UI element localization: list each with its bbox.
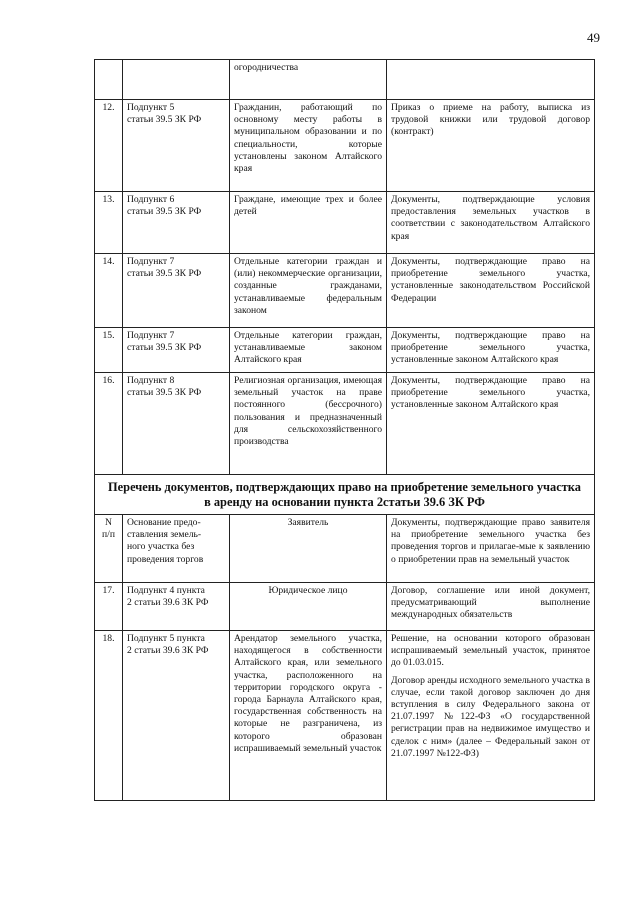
table-row <box>95 373 595 475</box>
row-number: 16. <box>95 373 123 475</box>
basis-cell: Подпункт 6 статьи 39.5 ЗК РФ <box>123 192 230 254</box>
applicant-cell: Граждане, имеющие трех и более детей <box>230 192 387 254</box>
table-row <box>95 254 595 328</box>
row-number: 18. <box>95 631 123 801</box>
row-number: 17. <box>95 583 123 631</box>
applicant-cell: огородничества <box>230 60 387 100</box>
table-row <box>95 583 595 631</box>
documents-cell: Документы, подтверждающие условия предоставления земельных участков в соответствии с законодательством Алтайского края <box>387 192 595 254</box>
section-heading: Перечень документов, подтверждающих право на приобретение земельного участка в аренду на основании пункта 2статьи 39.6 ЗК РФ <box>95 475 595 515</box>
basis-cell: Подпункт 5 пункта 2 статьи 39.6 ЗК РФ <box>123 631 230 801</box>
documents-table <box>94 59 595 801</box>
docs-paragraph: Договор аренды исходного земельного участка в случае, если такой договор заключен до дня вступления в силу Федерального закона от 21.07.1997 №122-ФЗ «О государственной регистрации прав на недвижимое имущество и сделок с ним» (далее – Федеральный закон от 21.07.1997 №122-ФЗ) <box>391 674 590 759</box>
documents-cell: Документы, подтверждающие право на приобретение земельного участка, установленные законом Алтайского края <box>387 373 595 475</box>
row-number <box>95 60 123 100</box>
basis-cell: Подпункт 7 статьи 39.5 ЗК РФ <box>123 328 230 373</box>
applicant-cell: Заявитель <box>230 515 387 583</box>
basis-cell <box>123 60 230 100</box>
row-number: 13. <box>95 192 123 254</box>
page-number: 49 <box>587 30 600 45</box>
table-row <box>95 192 595 254</box>
basis-cell: Подпункт 4 пункта 2 статьи 39.6 ЗК РФ <box>123 583 230 631</box>
basis-cell: Подпункт 7 статьи 39.5 ЗК РФ <box>123 254 230 328</box>
basis-cell: Подпункт 8 статьи 39.5 ЗК РФ <box>123 373 230 475</box>
applicant-cell: Религиозная организация, имеющая земельный участок на праве постоянного (бессрочного) пользования и предназначенный для сельскохозяйственного производства <box>230 373 387 475</box>
table-body <box>95 60 595 801</box>
documents-cell <box>387 60 595 100</box>
table-row <box>95 100 595 192</box>
docs-paragraph: Договор, соглашение или иной документ, предусматривающий выполнение международных обязательств <box>391 585 590 621</box>
table-row <box>95 328 595 373</box>
row-number: N п/п <box>95 515 123 583</box>
documents-cell: Документы, подтверждающие право на приобретение земельного участка, установленные законом Алтайского края <box>387 328 595 373</box>
docs-paragraph: Решение, на основании которого образован испрашиваемый земельный участок, принятое до 01.03.015. <box>391 633 590 669</box>
documents-cell: Документы, подтверждающие право заявителя на приобретение земельного участка без проведения торгов и прилагае-мые к заявлению о приобретении прав на земельный участок <box>387 515 595 583</box>
applicant-cell: Отдельные категории граждан и (или) некоммерческие организации, созданные гражданами, устанавливаемые федеральным законом <box>230 254 387 328</box>
table-row <box>95 60 595 100</box>
basis-cell: Основание предо- ставления земель- ного участка без проведения торгов <box>123 515 230 583</box>
applicant-cell: Гражданин, работающий по основному месту работы в муниципальном образовании и по специальности, которые установлены законом Алтайского края <box>230 100 387 192</box>
documents-cell: Приказ о приеме на работу, выписка из трудовой книжки или трудовой договор (контракт) <box>387 100 595 192</box>
row-number: 15. <box>95 328 123 373</box>
row-number: 12. <box>95 100 123 192</box>
section-heading-row <box>95 475 595 515</box>
row-number: 14. <box>95 254 123 328</box>
applicant-cell: Юридическое лицо <box>230 583 387 631</box>
applicant-cell: Арендатор земельного участка, находящегося в собственности Алтайского края, или земельного участка, расположенного на территории городского округа - города Барнаула Алтайского края, государственная собственность на которые не разграничена, из которого образован испрашиваемый земельный участок <box>230 631 387 801</box>
documents-cell <box>387 583 595 631</box>
documents-cell: Документы, подтверждающие право на приобретение земельного участка, установленные законодательством Российской Федерации <box>387 254 595 328</box>
table-row <box>95 631 595 801</box>
applicant-cell: Отдельные категории граждан, устанавливаемые законом Алтайского края <box>230 328 387 373</box>
header-row <box>95 515 595 583</box>
basis-cell: Подпункт 5 статьи 39.5 ЗК РФ <box>123 100 230 192</box>
documents-cell <box>387 631 595 801</box>
